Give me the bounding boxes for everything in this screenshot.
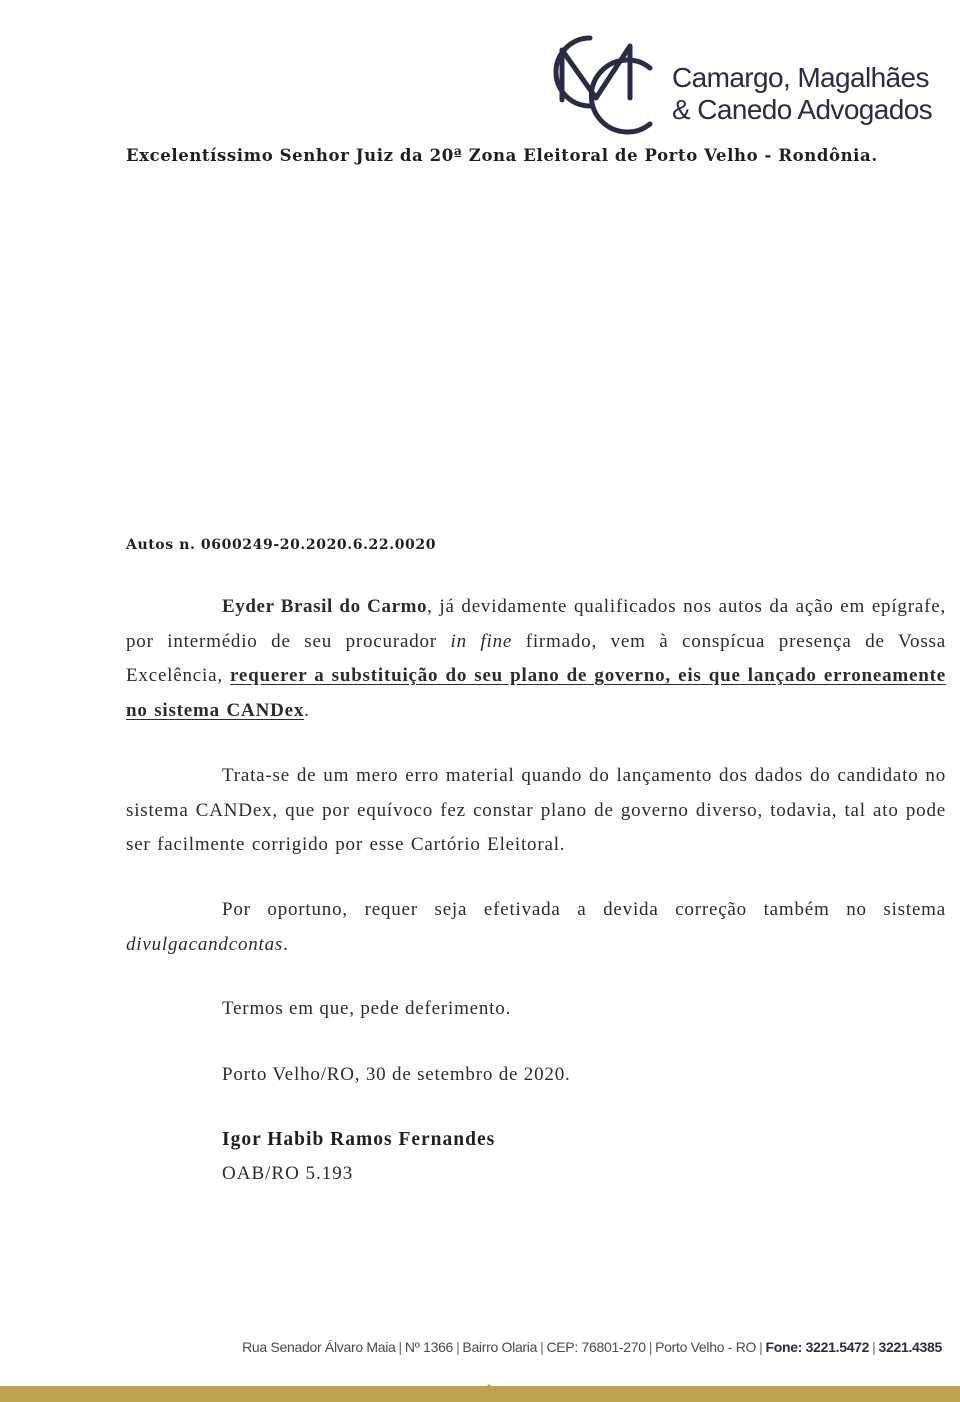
footer-number: Nº 1366 bbox=[404, 1339, 454, 1355]
firm-name-line-2: & Canedo Advogados bbox=[672, 94, 933, 125]
paragraph-request bbox=[126, 590, 946, 728]
signatory-oab: OAB/RO 5.193 bbox=[222, 1163, 354, 1184]
firm-name bbox=[672, 62, 932, 126]
party-name: Eyder Brasil do Carmo bbox=[222, 596, 428, 617]
paragraph-additional-request-text bbox=[126, 893, 946, 962]
footer-bar bbox=[0, 1386, 960, 1402]
addressee-heading: Excelentíssimo Senhor Juiz da 20ª Zona Eleitoral de Porto Velho - Rondônia. bbox=[126, 146, 878, 165]
paragraph-additional-end: . bbox=[283, 933, 289, 955]
firm-monogram-icon bbox=[534, 28, 664, 136]
footer-address: Rua Senador Álvaro Maia bbox=[242, 1339, 396, 1355]
footer-city: Porto Velho - RO bbox=[655, 1339, 757, 1355]
paragraph-request-part-b: firmado, vem à conspícua presença de Vossa Excelência, bbox=[126, 630, 946, 686]
paragraph-request-end: . bbox=[304, 699, 310, 721]
case-number: Autos n. 0600249-20.2020.6.22.0020 bbox=[126, 537, 437, 553]
footer-separator: | bbox=[398, 1339, 402, 1355]
latin-term: in fine bbox=[450, 630, 513, 652]
firm-name-line-1: Camargo, Magalhães bbox=[672, 62, 929, 93]
paragraph-additional-request bbox=[126, 893, 946, 962]
footer-separator: | bbox=[759, 1339, 763, 1355]
signatory-name: Igor Habib Ramos Fernandes bbox=[222, 1129, 496, 1150]
system-name: divulgacandcontas bbox=[126, 933, 284, 955]
place-date: Porto Velho/RO, 30 de setembro de 2020. bbox=[222, 1064, 571, 1085]
paragraph-additional-text: Por oportuno, requer seja efetivada a devida correção também no sistema bbox=[222, 899, 946, 920]
paragraph-request-part-a: , já devidamente qualificados nos autos da ação em epígrafe, por intermédio de seu procurador bbox=[126, 596, 946, 652]
closing-line: Termos em que, pede deferimento. bbox=[222, 998, 512, 1019]
paragraph-justification-text: Trata-se de um mero erro material quando do lançamento dos dados do candidato no sistema CANDex, que por equívoco fez constar plano de governo diverso, todavia, tal ato pode ser facilmente corrigido por esse Cartório Eleitoral. bbox=[126, 765, 946, 855]
footer-phone-2: 3221.4385 bbox=[878, 1339, 942, 1355]
footer-separator: | bbox=[540, 1339, 544, 1355]
paragraph-justification bbox=[126, 759, 946, 863]
footer-separator: | bbox=[456, 1339, 460, 1355]
footer-separator: | bbox=[648, 1339, 653, 1355]
footer-separator: | bbox=[872, 1339, 876, 1355]
footer-phone: Fone: 3221.5472 bbox=[765, 1339, 870, 1355]
firm-logo bbox=[534, 28, 944, 138]
paragraph-request-text bbox=[126, 590, 946, 728]
request-highlight: requerer a substituição do seu plano de governo, eis que lançado erroneamente no sistema CANDex bbox=[126, 665, 946, 721]
footer-contact bbox=[242, 1338, 942, 1356]
footer-cep: CEP: 76801-270 bbox=[546, 1339, 646, 1355]
footer-district: Bairro Olaria bbox=[462, 1339, 538, 1355]
